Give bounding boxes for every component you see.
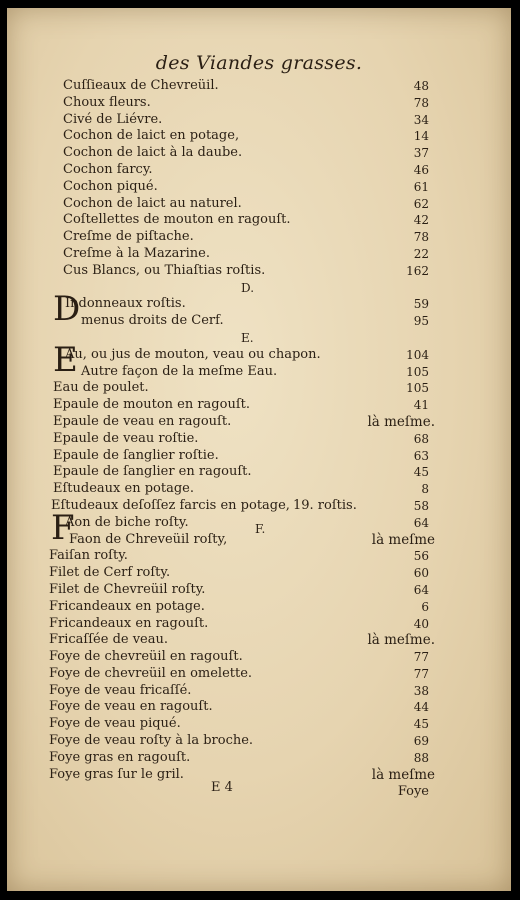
entry-text: Epaule de veau en ragouſt. [53,413,232,429]
index-entry [7,464,511,481]
index-entry [7,632,511,649]
entry-text: Cochon de laict à la daube. [63,145,243,161]
page-number: 78 [413,95,429,110]
page-number: là meſme. [367,413,435,430]
catchword: Foye [397,784,429,799]
page-number: 56 [413,549,429,564]
section-letter-row [7,280,511,297]
page-number: 61 [413,179,429,194]
index-entry [7,498,511,515]
entry-text: Cuſſieaux de Chevreüil. [63,78,219,93]
page-number: 14 [413,129,429,144]
index-entry [7,548,511,565]
index-entry [7,582,511,599]
page-number: 105 [406,364,429,379]
entry-text: Cus Blancs, ou Thiaſtias roſtis. [63,262,266,278]
index-entry [7,414,511,431]
entry-text: Indonneaux roſtis. [65,296,186,312]
book-page [7,8,511,891]
page-number: 48 [413,79,429,93]
index-entry [7,179,511,196]
index-entry [7,380,511,397]
index-entry [7,78,511,95]
entry-text: Coſtellettes de mouton en ragouſt. [63,212,291,228]
entry-text: Foye de veau fricaſſé. [49,682,192,698]
index-entry [7,699,511,716]
index-entry [7,733,511,750]
entry-text: Foye de veau piqué. [49,716,181,732]
drop-cap: F [51,507,75,548]
page-number: 22 [413,246,429,261]
entry-text: Epaule de veau roſtie. [53,430,199,446]
index-entry [7,750,511,767]
entry-text: Epaule de mouton en ragouſt. [53,397,250,413]
index-entry [7,212,511,229]
index-entry [7,448,511,465]
section-letter: F. [255,521,266,536]
page-number: là meſme. [367,632,435,649]
page-number: 64 [413,515,429,530]
entry-text: Aon de biche roſty. [65,514,189,530]
index-entry [7,196,511,213]
page-number: 162 [406,263,429,278]
signature-mark: E 4 [211,780,233,795]
page-number: 68 [413,431,429,446]
page-number: 62 [413,196,429,211]
page-number: 78 [413,230,429,245]
page-number: 64 [413,582,429,597]
index-entry [7,683,511,700]
section-letter: D. [241,280,255,295]
section-letter: E. [241,330,254,345]
index-entry [7,95,511,112]
entry-text: Foye de veau en ragouſt. [49,699,213,715]
page-number: 69 [413,734,429,749]
entry-text: Au, ou jus de mouton, veau ou chapon. [65,346,321,362]
entry-text: Faon de Chreveüil roſty, [69,531,228,547]
page-number: 60 [413,566,429,581]
page-number: là meſme [371,766,435,783]
drop-cap: E [53,339,78,380]
entry-text: Faiſan roſty. [49,548,128,564]
page-number: 77 [413,666,429,681]
page-number: 88 [413,750,429,765]
page-number: 59 [413,297,429,312]
entry-text: Civé de Liévre. [63,111,163,127]
page-number: 95 [413,314,429,329]
page-number: 37 [413,146,429,161]
page-number: 34 [413,112,429,127]
entry-text: Foye de chevreüil en ragouſt. [49,649,243,665]
page-number: 6 [421,599,429,614]
page-number: 105 [406,381,429,396]
entry-text: Foye de chevreüil en omelette. [49,665,253,681]
index-entry [7,145,511,162]
entry-text: Autre façon de la meſme Eau. [81,363,278,379]
section-letter-row [7,330,511,347]
index-entry [7,532,511,549]
index-entry [7,716,511,733]
page-number: 63 [413,448,429,463]
entry-text: Eſtudeaux deſoſſez farcis en potage, [51,497,290,513]
page-number: 44 [413,700,429,715]
entry-text: Fricandeaux en potage. [49,598,205,614]
index-entry [7,246,511,263]
entry-text: Foye de veau roſty à la broche. [49,733,254,749]
entry-text: Foye gras en ragouſt. [49,749,191,765]
index-entry [7,397,511,414]
page-number: 40 [413,616,429,631]
page-number: 104 [406,347,429,362]
entry-text: Fricaſſée de veau. [49,632,169,648]
index-entry [7,666,511,683]
index-entry [7,565,511,582]
entry-text: Epaule de ſanglier roſtie. [53,447,219,463]
index-entry [7,112,511,129]
index-entry [7,616,511,633]
entry-text: Eau de poulet. [53,380,149,396]
index-entry [7,364,511,381]
entry-text: Filet de Chevreüil roſty. [49,581,206,597]
page-number: 41 [413,398,429,413]
entry-text: Cochon farcy. [63,161,153,177]
page-number: 8 [421,482,429,497]
page-number: 42 [413,213,429,228]
index-entry [7,263,511,280]
entry-text: Cochon de laict au naturel. [63,195,242,211]
index-entry [7,313,511,330]
page-number: 77 [413,650,429,665]
page-header: des Viandes grasses. [155,52,363,74]
index-entry [7,767,511,784]
index-entry [7,162,511,179]
page-number: 38 [413,683,429,698]
page-number: 46 [413,162,429,177]
entry-text: Cochon piqué. [63,178,158,194]
page-number: 45 [413,717,429,732]
entry-text: Foye gras ſur le gril. [49,766,184,782]
index-entry [7,481,511,498]
index-entries [7,78,511,783]
index-entry [7,599,511,616]
entry-text: Fricandeaux en ragouſt. [49,615,209,631]
entry-text: Choux fleurs. [63,94,151,110]
entry-text: menus droits de Cerf. [81,313,224,329]
entry-text: Epaule de ſanglier en ragouſt. [53,464,252,480]
page-number: 58 [413,498,429,513]
entry-text: Creſme de piſtache. [63,229,194,245]
index-entry [7,229,511,246]
index-entry [7,128,511,145]
page-number: là meſme [371,531,435,548]
entry-text: Eſtudeaux en potage. [53,481,194,497]
page-number: 45 [413,465,429,480]
entry-text: Creſme à la Mazarine. [63,245,210,261]
index-entry [7,649,511,666]
entry-note: 19. roſtis. [293,497,357,513]
entry-text: Cochon de laict en potage, [63,128,240,144]
index-entry [7,431,511,448]
drop-cap: D [53,289,81,330]
entry-text: Filet de Cerf roſty. [49,565,171,581]
